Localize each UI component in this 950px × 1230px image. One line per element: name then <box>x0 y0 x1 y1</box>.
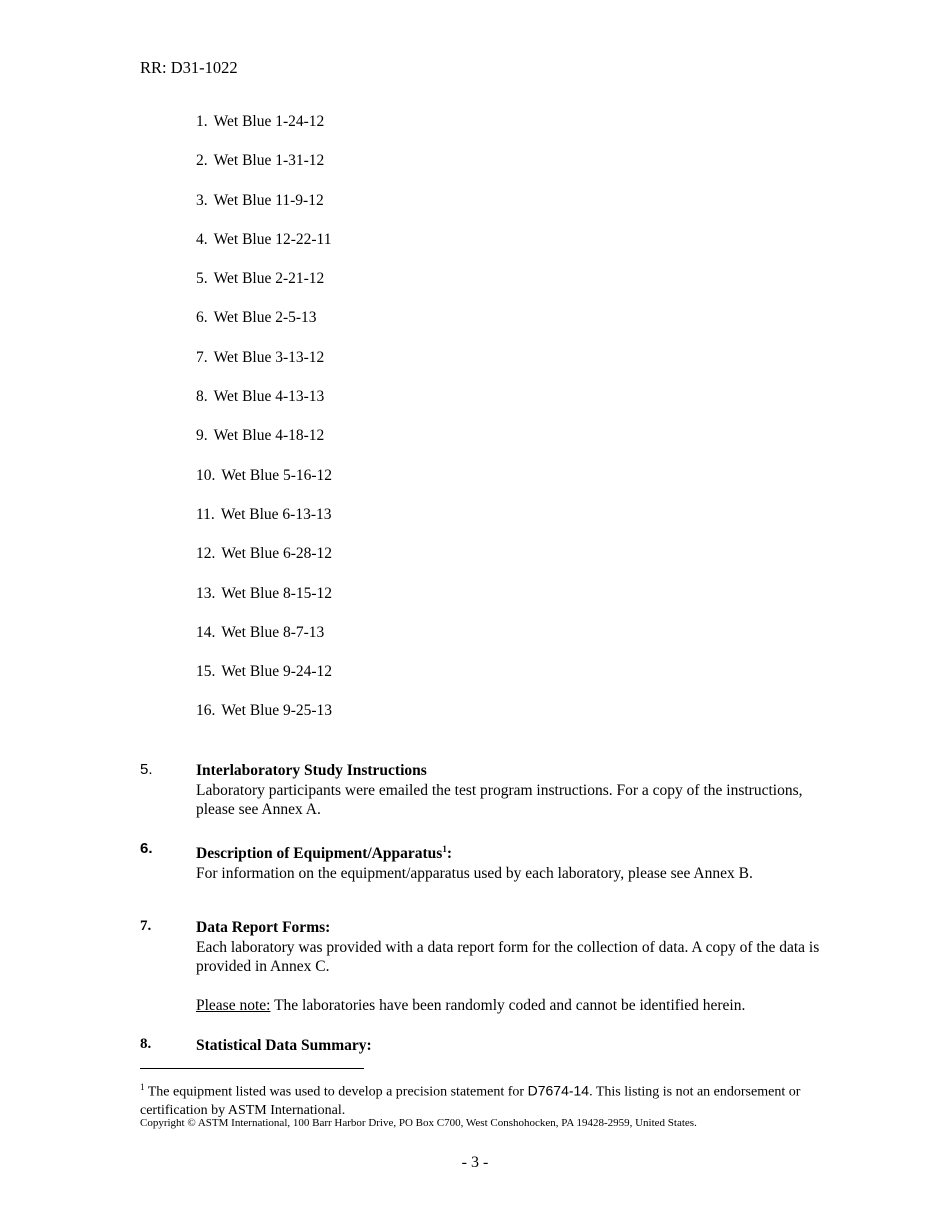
section-equipment <box>140 840 820 883</box>
footnote-marker: 1 <box>140 1082 145 1092</box>
list-item: 5. Wet Blue 2-21-12 <box>196 270 325 288</box>
note-text: The laboratories have been randomly coded and cannot be identified herein. <box>270 997 746 1014</box>
section-number: 6. <box>140 840 153 857</box>
footnote: $^1$ The equipment listed was used to develop a precision statement for D7674-14. This listing is not an endorsement or certification by ASTM International. <box>140 1082 801 1118</box>
list-item: 16. Wet Blue 9-25-13 <box>196 702 333 720</box>
list-item: 13. Wet Blue 8-15-12 <box>196 584 333 602</box>
list-item: 1. Wet Blue 1-24-12 <box>196 113 325 130</box>
section-title: Description of Equipment/Apparatus$^1$: <box>196 844 452 863</box>
list-item: 4. Wet Blue 12-22-11 <box>196 230 332 248</box>
section-title: Data Report Forms: <box>196 919 331 936</box>
materials-list <box>196 112 332 741</box>
copyright-notice: Copyright © ASTM International, 100 Barr Harbor Drive, PO Box C700, West Conshohocken, PA 19428-2959, United States. <box>140 1117 697 1129</box>
report-id-header: RR: D31-1022 <box>140 58 238 77</box>
list-item: 7. Wet Blue 3-13-12 <box>196 348 325 366</box>
list-item: 8. Wet Blue 4-13-13 <box>196 388 325 406</box>
section-number: 8. <box>140 1036 152 1052</box>
standard-code: D7674-14 <box>527 1082 590 1099</box>
section-statistical-summary <box>140 1036 820 1056</box>
list-item: 14. Wet Blue 8-7-13 <box>196 623 325 641</box>
page-number: - 3 - <box>461 1154 489 1171</box>
list-item: 12. Wet Blue 6-28-12 <box>196 545 333 563</box>
list-item: 10. Wet Blue 5-16-12 <box>196 466 333 484</box>
list-item: 11. Wet Blue 6-13-13 <box>196 505 332 523</box>
section-title: Interlaboratory Study Instructions <box>196 762 427 779</box>
please-note <box>196 996 820 1016</box>
section-interlab-instructions <box>140 761 820 820</box>
list-item: 3. Wet Blue 11-9-12 <box>196 191 324 209</box>
list-item: 15. Wet Blue 9-24-12 <box>196 663 333 681</box>
section-title: Statistical Data Summary: <box>196 1037 372 1054</box>
footnote-divider <box>140 1068 364 1069</box>
section-number: 5. <box>140 761 153 778</box>
list-item: 2. Wet Blue 1-31-12 <box>196 152 325 170</box>
section-text: Each laboratory was provided with a data report form for the collection of data. A copy of the data is provided in Annex C. <box>196 938 820 975</box>
section-data-report-forms <box>140 918 820 1016</box>
list-item: 6. Wet Blue 2-5-13 <box>196 309 317 327</box>
note-label: Please note: <box>196 997 271 1014</box>
section-number: 7. <box>140 918 152 934</box>
footnote-ref: 1 <box>442 844 447 854</box>
section-text: For information on the equipment/apparatus used by each laboratory, please see Annex B. <box>196 864 753 882</box>
list-item: 9. Wet Blue 4-18-12 <box>196 427 325 445</box>
section-text: Laboratory participants were emailed the test program instructions. For a copy of the instructions, please see Annex A. <box>196 781 803 818</box>
